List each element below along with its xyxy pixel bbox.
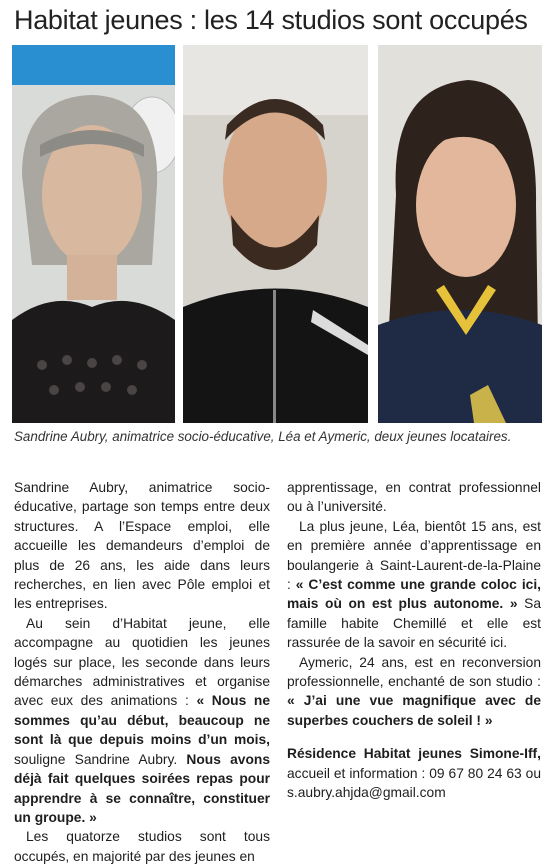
photo-lea — [378, 45, 542, 423]
paragraph: apprentissage, en contrat professionnel ou à l’université. — [287, 480, 541, 515]
article-left-column — [14, 478, 270, 866]
quote: « Nous ne sommes qu’au début, beaucoup ne sont là que depuis moins d’un mois, — [14, 693, 270, 748]
photo-sandrine-aubry — [12, 45, 175, 423]
quote: « J’ai une vue magnifique avec de superbes couchers de soleil ! » — [287, 693, 541, 728]
photo-strip — [12, 45, 542, 423]
quote: « C’est comme une grande coloc ici, mais où on est plus autonome. » — [287, 577, 541, 612]
paragraph: Au sein d’Habitat jeune, elle accompagne au quotidien les jeunes logés sur place, les seconde dans leurs démarches administratives et organise avec eux des animations : « Nous ne sommes qu’au début, beaucoup ne sont là que depuis moins d’un mois, souligne Sandrine Aubry. Nous avons déjà fait quelques soirées repas pour apprendre à se connaître, constituer un groupe. » — [14, 615, 271, 825]
headline: Habitat jeunes : les 14 studios sont occupés — [14, 5, 528, 35]
article-right-column — [287, 478, 541, 803]
paragraph: Les quatorze studios sont tous occupés, en majorité par des jeunes en — [14, 829, 270, 864]
photo-aymeric — [183, 45, 368, 423]
paragraph: Aymeric, 24 ans, est en reconversion professionnelle, enchanté de son studio : « J’ai une vue magnifique avec de superbes couchers de soleil ! » — [287, 654, 541, 728]
contact-info: Résidence Habitat jeunes Simone-Iff, accueil et information : 09 67 80 24 63 ou s.aubry.ahjda@gmail.com — [287, 746, 541, 801]
quote: Nous avons déjà fait quelques soirées repas pour apprendre à se connaître, constituer un groupe. » — [14, 751, 271, 825]
paragraph: La plus jeune, Léa, bientôt 15 ans, est en première année d’apprentissage en boulangerie à Saint-Laurent-de-la-Plaine : « C’est comme une grande coloc ici, mais où on est plus autonome. » Sa famille habite Chemillé et elle est rassurée de la savoir en sécurité ici. — [287, 518, 541, 651]
photo-caption: Sandrine Aubry, animatrice socio-éducative, Léa et Aymeric, deux jeunes locataires. — [14, 429, 512, 444]
paragraph: Sandrine Aubry, animatrice socio-éducative, partage son temps entre deux structures. A l’Espace emploi, elle accueille les demandeurs d’emploi de plus de 26 ans, les aide dans leurs recherches, en lien avec Pôle emploi et les entreprises. — [14, 480, 270, 612]
